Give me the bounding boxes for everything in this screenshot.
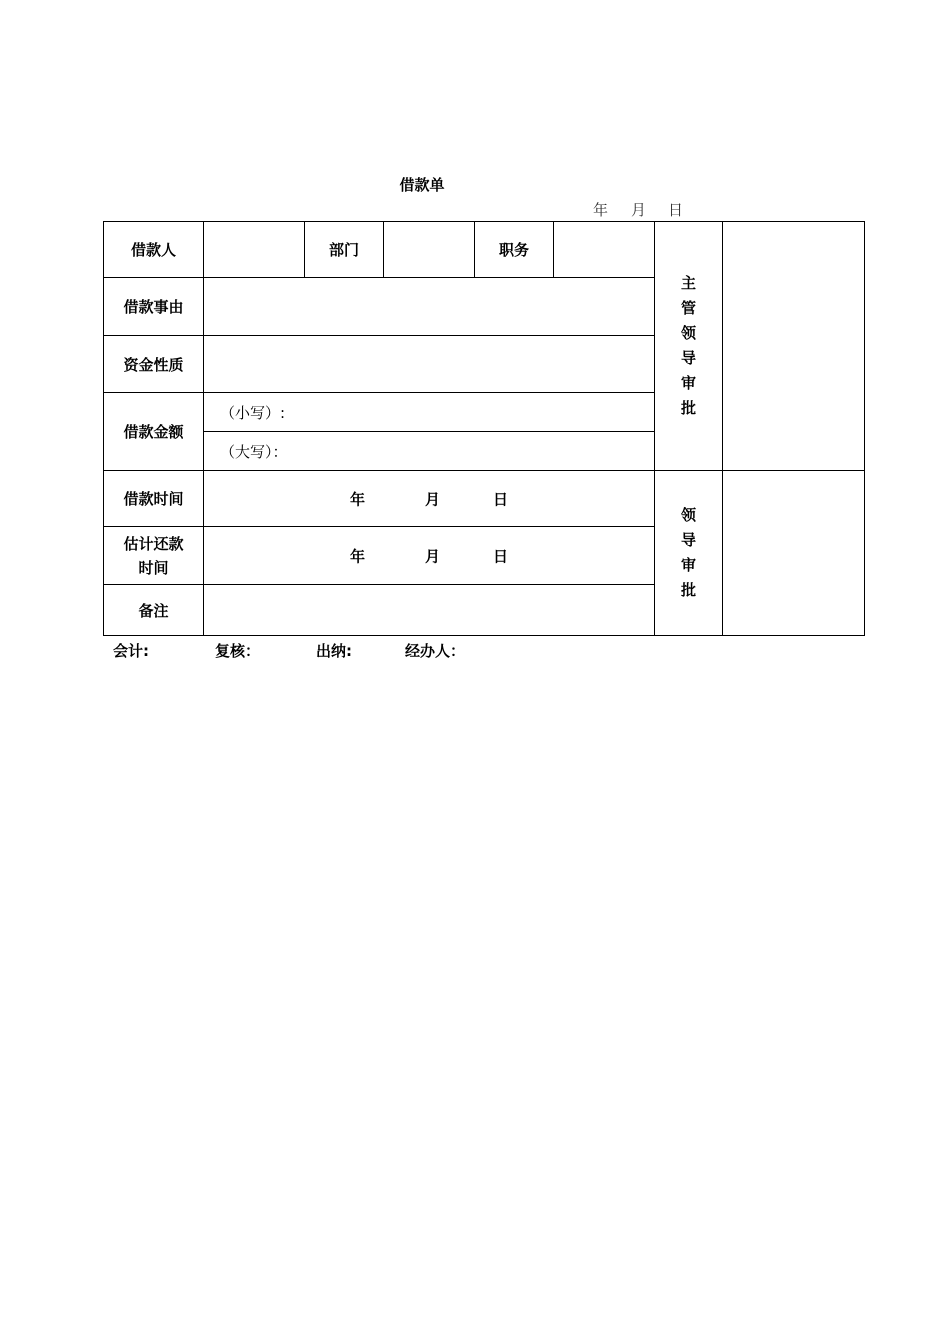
form-title: 借款单 <box>399 176 445 194</box>
header-date-month: 月 <box>631 201 647 219</box>
position-field[interactable] <box>554 222 655 278</box>
amount-label: 借款金额 <box>104 393 204 471</box>
cashier-label: 出纳: <box>316 642 352 660</box>
repay-time-year: 年 <box>350 547 366 565</box>
reason-label: 借款事由 <box>104 278 204 336</box>
borrower-label: 借款人 <box>104 222 204 278</box>
repay-time-day: 日 <box>493 547 509 565</box>
accountant-label: 会计: <box>113 642 149 660</box>
supervisor-approval-char: 审 <box>680 374 696 392</box>
header-date-year: 年 <box>593 201 609 219</box>
handler-label: 经办人： <box>405 642 466 660</box>
remarks-field[interactable] <box>204 585 655 636</box>
borrow-time-year: 年 <box>350 490 366 508</box>
borrow-time-field[interactable] <box>204 471 655 527</box>
supervisor-approval-label <box>655 222 723 471</box>
position-label: 职务 <box>475 222 554 278</box>
reviewer-label: 复核： <box>215 642 261 660</box>
leader-approval-char: 导 <box>680 531 696 549</box>
supervisor-approval-field[interactable] <box>723 222 865 471</box>
supervisor-approval-char: 导 <box>680 349 696 367</box>
leader-approval-field[interactable] <box>723 471 865 636</box>
department-label: 部门 <box>305 222 384 278</box>
borrow-time-label: 借款时间 <box>104 471 204 527</box>
loan-form-table <box>103 221 865 636</box>
amount-lower-field[interactable]: （小写）: <box>204 393 655 432</box>
leader-approval-label <box>655 471 723 636</box>
repay-time-label-line2: 时间 <box>138 558 169 577</box>
borrow-time-day: 日 <box>493 490 509 508</box>
leader-approval-char: 领 <box>680 506 696 524</box>
repay-time-label <box>104 527 204 585</box>
borrower-field[interactable] <box>204 222 305 278</box>
fund-nature-label: 资金性质 <box>104 336 204 393</box>
repay-time-month: 月 <box>425 547 441 565</box>
amount-upper-field[interactable]: （大写）： <box>204 432 655 471</box>
supervisor-approval-char: 领 <box>680 324 696 342</box>
reason-field[interactable] <box>204 278 655 336</box>
header-date-day: 日 <box>668 201 684 219</box>
supervisor-approval-char: 批 <box>680 399 696 417</box>
borrow-time-month: 月 <box>425 490 441 508</box>
fund-nature-field[interactable] <box>204 336 655 393</box>
supervisor-approval-char: 管 <box>680 299 696 317</box>
department-field[interactable] <box>384 222 475 278</box>
leader-approval-char: 审 <box>680 556 696 574</box>
remarks-label: 备注 <box>104 585 204 636</box>
supervisor-approval-char: 主 <box>680 274 696 292</box>
repay-time-label-line1: 估计还款 <box>123 534 184 553</box>
leader-approval-char: 批 <box>680 581 696 599</box>
repay-time-field[interactable] <box>204 527 655 585</box>
